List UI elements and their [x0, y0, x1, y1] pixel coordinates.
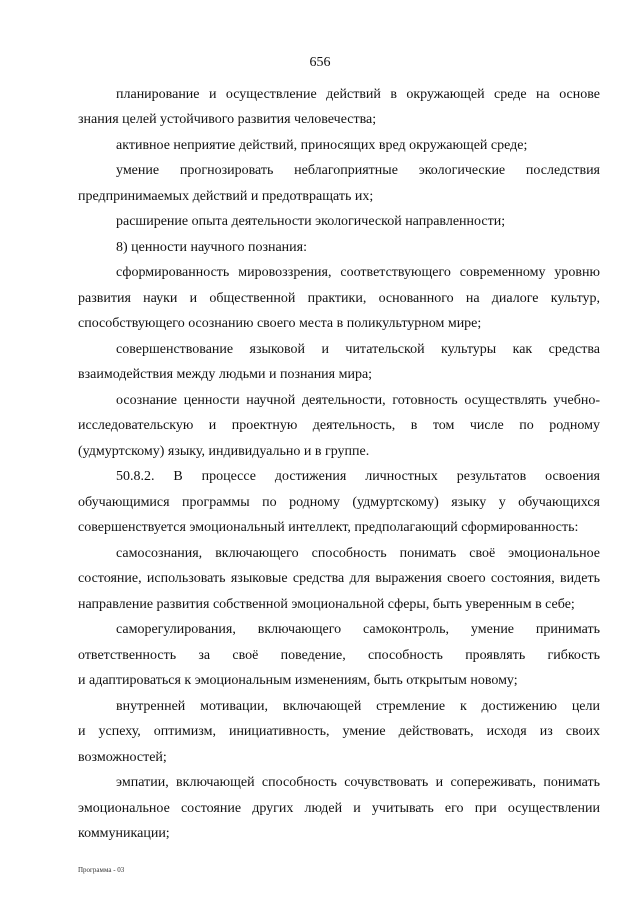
text-line: (удмуртскому) языку, индивидуально и в группе.: [78, 444, 370, 459]
text-line: направление развития собственной эмоциональной сферы, быть уверенным в себе;: [78, 597, 575, 612]
text-line: и успеху, оптимизм, инициативность, умение действовать, исходя из своих: [78, 724, 600, 739]
text-line: расширение опыта деятельности экологической направленности;: [116, 214, 506, 229]
text-line: развития науки и общественной практики, основанного на диалоге культур,: [78, 291, 600, 306]
text-line: и адаптироваться к эмоциональным изменениям, быть открытым новому;: [78, 673, 518, 688]
text-line: 50.8.2. В процессе достижения личностных результатов освоения: [116, 469, 600, 484]
text-line: способствующего осознанию своего места в поликультурном мире;: [78, 316, 482, 331]
page-number: 656: [309, 55, 331, 70]
text-line: взаимодействия между людьми и познания мира;: [78, 367, 373, 382]
text-line: знания целей устойчивого развития человечества;: [78, 112, 377, 127]
text-line: состояние, использовать языковые средства для выражения своего состояния, видеть: [78, 571, 600, 586]
text-line: коммуникации;: [78, 826, 170, 841]
text-line: совершенствование языковой и читательской культуры как средства: [116, 342, 600, 357]
text-line: возможностей;: [78, 750, 167, 765]
text-line: планирование и осуществление действий в окружающей среде на основе: [116, 87, 600, 102]
text-line: 8) ценности научного познания:: [116, 240, 307, 255]
text-line: саморегулирования, включающего самоконтроль, умение принимать: [116, 622, 600, 637]
text-line: сформированность мировоззрения, соответствующего современному уровню: [116, 265, 600, 280]
text-line: осознание ценности научной деятельности, готовность осуществлять учебно-: [116, 393, 600, 408]
text-line: умение прогнозировать неблагоприятные экологические последствия: [116, 163, 600, 178]
page-footer: Программа - 03: [78, 866, 125, 874]
text-line: внутренней мотивации, включающей стремление к достижению цели: [116, 699, 600, 714]
text-line: исследовательскую и проектную деятельность, в том числе по родному: [78, 418, 600, 433]
text-line: обучающимися программы по родному (удмуртскому) языку у обучающихся: [78, 495, 600, 510]
text-line: совершенствуется эмоциональный интеллект, предполагающий сформированность:: [78, 520, 579, 535]
text-line: эмпатии, включающей способность сочувствовать и сопереживать, понимать: [116, 775, 600, 790]
text-line: эмоциональное состояние других людей и учитывать его при осуществлении: [78, 801, 600, 816]
text-line: самосознания, включающего способность понимать своё эмоциональное: [116, 546, 600, 561]
text-line: активное неприятие действий, приносящих вред окружающей среде;: [116, 138, 528, 153]
text-line: предпринимаемых действий и предотвращать их;: [78, 189, 374, 204]
text-line: ответственность за своё поведение, способность проявлять гибкость: [78, 648, 600, 663]
